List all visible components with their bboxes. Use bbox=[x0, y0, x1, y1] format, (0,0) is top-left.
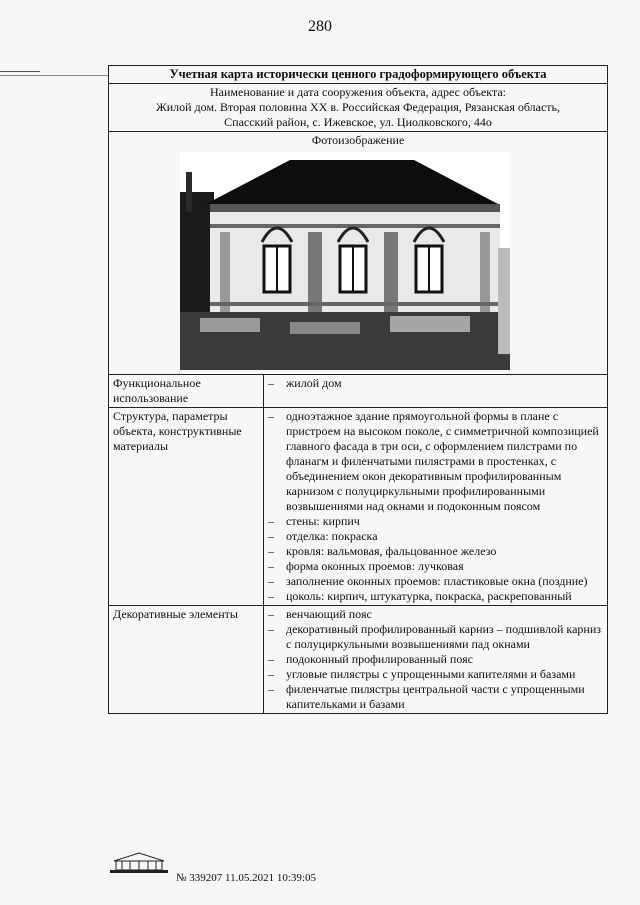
list-item: – декоративный профилированный карниз – подшивлой карниз с полуциркульными возвышениями пад окнами bbox=[268, 622, 601, 651]
row-function bbox=[109, 375, 608, 408]
name-line: Жилой дом. Вторая половина XX в. Российская Федерация, Рязанская область, bbox=[155, 100, 561, 114]
row-values bbox=[264, 408, 608, 606]
list-item: – подоконный профилированный пояс bbox=[268, 652, 473, 666]
row-label: Функциональное использование bbox=[109, 375, 264, 408]
row-structure bbox=[109, 408, 608, 606]
name-heading: Наименование и дата сооружения объекта, адрес объекта: bbox=[209, 85, 507, 99]
photo-label: Фотоизображение bbox=[311, 133, 405, 147]
page-number: 280 bbox=[308, 18, 332, 35]
number-sign: № bbox=[176, 872, 187, 884]
scan-edge-mark bbox=[0, 75, 108, 76]
list-item: – заполнение оконных проемов: пластиковые окна (поздние) bbox=[268, 574, 588, 588]
list-item: – цоколь: кирпич, штукатурка, покраска, раскрепованный bbox=[268, 589, 572, 603]
row-label: Декоративные элементы bbox=[109, 606, 264, 714]
name-line: Спасский район, с. Ижевское, ул. Циолковского, 44о bbox=[224, 115, 492, 129]
list-item: – форма оконных проемов: лучковая bbox=[268, 559, 464, 573]
row-label: Структура, параметры объекта, конструктивные материалы bbox=[109, 408, 264, 606]
photo-cell bbox=[109, 132, 608, 375]
row-values bbox=[264, 375, 608, 408]
card-title: Учетная карта исторически ценного градоформирующего объекта bbox=[109, 66, 608, 84]
row-decorative bbox=[109, 606, 608, 714]
government-building-logo-icon bbox=[108, 852, 170, 874]
list-item: – кровля: вальмовая, фальцованное железо bbox=[268, 544, 497, 558]
historic-object-card bbox=[108, 65, 608, 714]
list-item: – филенчатые пилястры центральной части с упрощенными капительками и базами bbox=[268, 682, 585, 711]
document-stamp bbox=[176, 872, 316, 884]
scan-edge-mark bbox=[0, 71, 40, 72]
stamp-text: 339207 11.05.2021 10:39:05 bbox=[189, 872, 316, 884]
list-item: – венчающий пояс bbox=[268, 607, 372, 621]
building-photo bbox=[180, 152, 510, 370]
list-item: – одноэтажное здание прямоугольной формы в плане с пристроем на высоком поколе, с симметричной композицией главного фасада в три оси, с оформлением пилстрами по фланагм и филенчатыми пилястрами в простенках, с объединением окон декоративным профилированным карнизом с полуциркульными профилированными возвышениями над окнами и подоконным поясом bbox=[268, 409, 599, 513]
list-item: – стены: кирпич bbox=[268, 514, 360, 528]
list-item: – угловые пилястры с упрощенными капителями и базами bbox=[268, 667, 576, 681]
list-item: – отделка: покраска bbox=[268, 529, 378, 543]
list-item: – жилой дом bbox=[268, 376, 342, 390]
object-name-cell bbox=[109, 84, 608, 132]
row-values bbox=[264, 606, 608, 714]
